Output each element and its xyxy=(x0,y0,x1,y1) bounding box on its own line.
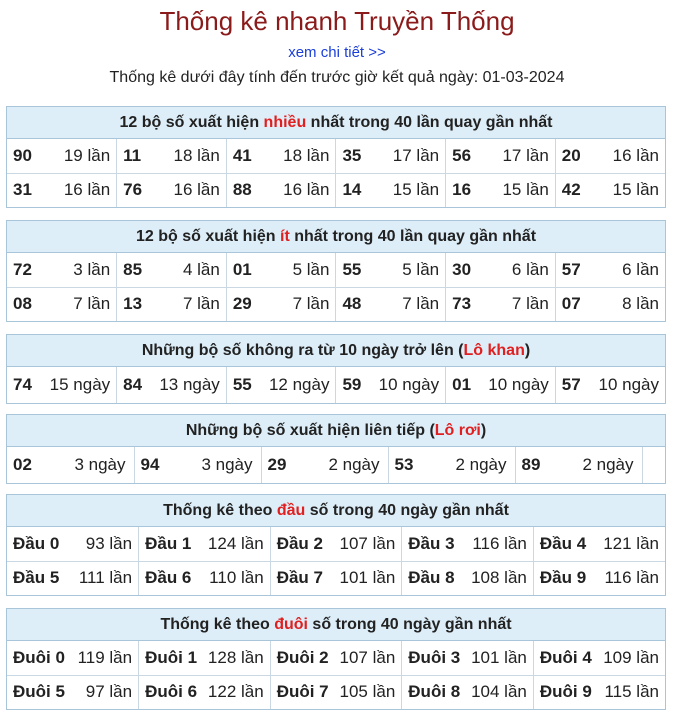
label: Đuôi 6 xyxy=(145,682,198,702)
header-text: Những bộ số xuất hiện liên tiếp ( xyxy=(185,422,435,439)
count: 8 lần xyxy=(622,294,659,314)
label: Đuôi 7 xyxy=(276,682,329,702)
header-text: ) xyxy=(480,422,487,439)
stat-cell xyxy=(446,139,556,173)
stat-cell xyxy=(226,173,336,207)
number: 02 xyxy=(13,455,32,474)
table-row xyxy=(7,287,665,321)
header-text: 12 bộ số xuất hiện xyxy=(119,114,264,131)
count: 122 lần xyxy=(207,682,264,702)
number: 13 xyxy=(123,294,143,314)
header-highlight: Lô khan xyxy=(463,342,525,359)
header-highlight: đầu xyxy=(276,502,306,519)
table-row xyxy=(7,367,665,403)
stat-cell xyxy=(7,675,139,709)
header-text: Những bộ số không ra từ 10 ngày trở lên ( xyxy=(141,342,464,359)
label: Đầu 7 xyxy=(276,568,323,588)
count: 17 lần xyxy=(392,145,440,165)
stat-cell xyxy=(515,447,642,483)
stat-cell xyxy=(139,527,271,561)
header-highlight: đuôi xyxy=(274,616,308,633)
count: 10 ngày xyxy=(598,375,659,394)
stat-cell xyxy=(117,367,227,403)
stat-cell xyxy=(446,367,556,403)
stat-cell xyxy=(7,367,117,403)
stat-cell xyxy=(117,139,227,173)
header-text: nhất trong 40 lần quay gần nhất xyxy=(289,228,537,245)
stat-cell xyxy=(7,173,117,207)
count: 104 lần xyxy=(471,682,527,702)
number: 73 xyxy=(452,294,472,314)
stat-cell xyxy=(446,253,556,287)
stat-cell xyxy=(270,675,402,709)
label: Đầu 5 xyxy=(13,568,60,588)
stat-cell xyxy=(226,253,336,287)
number: 74 xyxy=(13,375,32,394)
table-row xyxy=(7,527,665,561)
count: 2 ngày xyxy=(582,455,634,474)
stat-cell xyxy=(533,561,665,595)
number: 90 xyxy=(13,145,32,165)
stat-cell xyxy=(117,287,227,321)
stat-cell xyxy=(402,527,534,561)
least-frequent-header xyxy=(7,221,665,253)
label: Đuôi 1 xyxy=(145,647,198,667)
count: 7 lần xyxy=(73,294,111,314)
lo-khan-table xyxy=(7,367,665,403)
number: 01 xyxy=(232,259,252,279)
count: 115 lần xyxy=(604,682,659,702)
stat-cell xyxy=(555,173,665,207)
stat-cell xyxy=(139,641,271,675)
stat-cell xyxy=(336,287,446,321)
count: 3 ngày xyxy=(74,455,126,474)
number: 57 xyxy=(561,259,581,279)
stat-cell xyxy=(533,527,665,561)
stat-cell xyxy=(402,675,534,709)
count: 116 lần xyxy=(604,568,659,588)
stat-cell xyxy=(226,367,336,403)
count: 16 lần xyxy=(283,180,330,200)
count: 7 lần xyxy=(182,294,220,314)
stat-cell xyxy=(7,287,117,321)
stat-cell xyxy=(117,253,227,287)
count: 16 lần xyxy=(173,180,220,200)
stat-cell xyxy=(270,641,402,675)
dau-header xyxy=(7,495,665,527)
number: 89 xyxy=(521,455,541,474)
label: Đuôi 5 xyxy=(13,682,65,702)
lo-roi-panel xyxy=(6,414,666,484)
count: 119 lần xyxy=(77,647,133,667)
count: 5 lần xyxy=(402,259,440,279)
label: Đầu 9 xyxy=(539,568,587,588)
count: 116 lần xyxy=(472,533,527,553)
label: Đuôi 9 xyxy=(539,682,592,702)
count: 18 lần xyxy=(173,145,220,165)
number: 29 xyxy=(232,294,252,314)
stat-cell xyxy=(533,641,665,675)
number: 08 xyxy=(13,294,32,314)
lo-khan-panel xyxy=(6,334,666,404)
table-row xyxy=(7,173,665,207)
number: 55 xyxy=(232,375,252,394)
stat-cell xyxy=(261,447,388,483)
stat-cell xyxy=(139,675,271,709)
count: 16 lần xyxy=(63,180,111,200)
number: 53 xyxy=(394,455,414,474)
count: 2 ngày xyxy=(328,455,380,474)
stat-cell xyxy=(226,139,336,173)
number: 48 xyxy=(342,294,362,314)
most-frequent-header xyxy=(7,107,665,139)
label: Đuôi 2 xyxy=(276,647,329,667)
stat-cell xyxy=(7,527,139,561)
most-frequent-table xyxy=(7,139,665,207)
stat-cell xyxy=(7,139,117,173)
header-text: ) xyxy=(524,342,531,359)
number: 20 xyxy=(561,145,581,165)
table-row xyxy=(7,641,665,675)
header-text: nhất trong 40 lần quay gần nhất xyxy=(306,114,553,131)
count: 7 lần xyxy=(402,294,440,314)
stat-cell xyxy=(117,173,227,207)
stat-cell xyxy=(555,367,665,403)
table-row xyxy=(7,561,665,595)
number: 76 xyxy=(123,180,143,200)
label: Đầu 0 xyxy=(13,533,60,553)
duoi-panel xyxy=(6,608,666,710)
header-highlight: Lô rơi xyxy=(434,422,481,439)
stat-cell xyxy=(7,561,139,595)
label: Đầu 3 xyxy=(408,533,455,553)
count: 6 lần xyxy=(622,259,659,279)
detail-link[interactable]: xem chi tiết >> xyxy=(288,44,386,61)
stat-cell xyxy=(270,561,402,595)
count: 15 lần xyxy=(612,180,659,200)
label: Đuôi 0 xyxy=(13,647,65,667)
number: 07 xyxy=(561,294,581,314)
count: 15 ngày xyxy=(49,375,111,394)
count: 2 ngày xyxy=(455,455,507,474)
header-text: Thống kê theo xyxy=(163,502,277,519)
count: 16 lần xyxy=(612,145,659,165)
table-row xyxy=(7,675,665,709)
number: 72 xyxy=(13,259,32,279)
count: 4 lần xyxy=(182,259,220,279)
stat-cell xyxy=(336,253,446,287)
stat-cell xyxy=(270,527,402,561)
number: 94 xyxy=(140,455,160,474)
stat-cell xyxy=(226,287,336,321)
count: 19 lần xyxy=(63,145,111,165)
number: 41 xyxy=(232,145,252,165)
stat-cell xyxy=(7,447,134,483)
count: 111 lần xyxy=(78,568,133,588)
number: 14 xyxy=(342,180,362,200)
number: 57 xyxy=(561,375,581,394)
header-highlight: nhiều xyxy=(263,114,307,131)
count: 97 lần xyxy=(85,682,133,702)
number: 85 xyxy=(123,259,143,279)
table-row xyxy=(7,253,665,287)
stat-cell xyxy=(446,173,556,207)
count: 101 lần xyxy=(339,568,396,588)
count: 108 lần xyxy=(471,568,527,588)
number: 84 xyxy=(123,375,143,394)
stat-cell xyxy=(336,139,446,173)
number: 59 xyxy=(342,375,362,394)
stat-cell xyxy=(336,173,446,207)
table-row xyxy=(7,447,665,483)
number: 29 xyxy=(267,455,287,474)
stat-cell xyxy=(555,139,665,173)
number: 56 xyxy=(452,145,472,165)
number: 55 xyxy=(342,259,362,279)
stat-cell xyxy=(446,287,556,321)
count: 93 lần xyxy=(85,533,133,553)
count: 17 lần xyxy=(502,145,549,165)
number: 88 xyxy=(232,180,252,200)
number: 16 xyxy=(452,180,472,200)
stat-cell xyxy=(402,641,534,675)
duoi-table xyxy=(7,641,665,709)
count: 7 lần xyxy=(292,294,330,314)
least-frequent-table xyxy=(7,253,665,321)
lo-roi-table xyxy=(7,447,665,483)
count: 15 lần xyxy=(502,180,549,200)
count: 128 lần xyxy=(207,647,264,667)
number: 42 xyxy=(561,180,581,200)
count: 121 lần xyxy=(603,533,659,553)
count: 18 lần xyxy=(283,145,330,165)
label: Đầu 6 xyxy=(145,568,192,588)
count: 6 lần xyxy=(511,259,549,279)
count: 110 lần xyxy=(209,568,264,588)
table-row xyxy=(7,139,665,173)
count: 10 ngày xyxy=(488,375,549,394)
stat-cell xyxy=(555,253,665,287)
most-frequent-panel xyxy=(6,106,666,208)
lo-roi-header xyxy=(7,415,665,447)
label: Đuôi 4 xyxy=(539,647,592,667)
stat-cell xyxy=(134,447,261,483)
dau-table xyxy=(7,527,665,595)
count: 107 lần xyxy=(339,533,396,553)
count: 105 lần xyxy=(339,682,396,702)
page-title: Thống kê nhanh Truyền Thống xyxy=(159,6,515,36)
count: 107 lần xyxy=(339,647,396,667)
count: 13 ngày xyxy=(159,375,220,394)
count: 124 lần xyxy=(207,533,264,553)
label: Đuôi 8 xyxy=(408,682,461,702)
count: 15 lần xyxy=(392,180,440,200)
header-text: 12 bộ số xuất hiện xyxy=(135,228,280,245)
least-frequent-panel xyxy=(6,220,666,322)
count: 12 ngày xyxy=(268,375,330,394)
dau-panel xyxy=(6,494,666,596)
number: 31 xyxy=(13,180,32,200)
stat-cell xyxy=(402,561,534,595)
number: 35 xyxy=(342,145,362,165)
count: 3 lần xyxy=(73,259,111,279)
label: Đuôi 3 xyxy=(408,647,461,667)
label: Đầu 2 xyxy=(276,533,323,553)
number: 30 xyxy=(452,259,472,279)
count: 10 ngày xyxy=(378,375,440,394)
count: 109 lần xyxy=(603,647,659,667)
label: Đầu 1 xyxy=(145,533,192,553)
stat-cell xyxy=(336,367,446,403)
count: 101 lần xyxy=(471,647,527,667)
count: 3 ngày xyxy=(201,455,253,474)
stat-cell xyxy=(7,253,117,287)
stat-cell xyxy=(7,641,139,675)
stat-cell xyxy=(555,287,665,321)
lo-khan-header xyxy=(7,335,665,367)
label: Đầu 8 xyxy=(408,568,455,588)
page-subtitle: Thống kê dưới đây tính đến trước giờ kết quả ngày: 01-03-2024 xyxy=(109,69,565,86)
header-text: số trong 40 ngày gần nhất xyxy=(305,502,509,519)
stat-cell xyxy=(388,447,515,483)
stat-cell xyxy=(139,561,271,595)
number: 11 xyxy=(123,145,142,165)
header-highlight: ít xyxy=(280,228,290,245)
stat-cell xyxy=(533,675,665,709)
header-text: số trong 40 ngày gần nhất xyxy=(307,616,512,633)
duoi-header xyxy=(7,609,665,641)
label: Đầu 4 xyxy=(539,533,587,553)
empty-cell xyxy=(642,447,665,483)
count: 7 lần xyxy=(511,294,549,314)
header-text: Thống kê theo xyxy=(160,616,275,633)
number: 01 xyxy=(452,375,472,394)
count: 5 lần xyxy=(292,259,330,279)
